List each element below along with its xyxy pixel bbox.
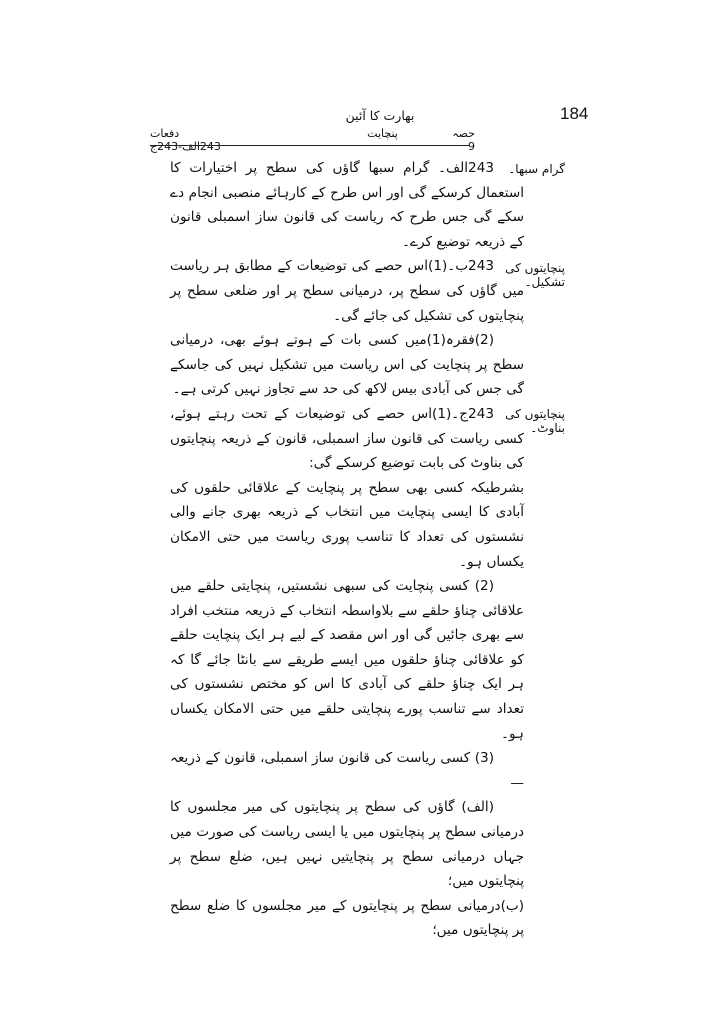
- margin-note-gram-sabha: گرام سبھا۔: [508, 162, 565, 176]
- articles-label: دفعات 243الف-243ج: [150, 127, 221, 153]
- chapter-label: پنچایت: [367, 127, 398, 140]
- part-label: حصہ 9: [452, 127, 475, 153]
- paragraph-243b-2: (2)فقرہ(1)میں کسی بات کے ہوتے ہوئے بھی، درمیانی سطح پر پنچایت کی اس ریاست میں تشکیل نہیں کی جاسکے گی جس کی آبادی بیس لاکھ کی حد سے تجاوز نہیں کرتی ہے۔: [170, 332, 524, 398]
- paragraph-243b-1: 243ب۔(1)اس حصے کی توضیعات کے مطابق ہر ریاست میں گاؤں کی سطح پر، درمیانی سطح پر اور ضلعی سطح پر پنچایتوں کی تشکیل کی جائے گی۔: [170, 258, 524, 324]
- paragraph-clause-b: (ب)درمیانی سطح پر پنچایتوں کے میر مجلسوں کا ضلع سطح پر پنچایتوں میں؛: [170, 897, 524, 939]
- margin-note-panchayat-composition: پنچایتوں کی بناوٹ۔: [505, 407, 565, 435]
- paragraph-243c-2: (2) کسی پنچایت کی سبھی نشستیں، پنچایتی حلقے میں علاقائی چناؤ حلقے سے بلاواسطہ انتخاب کے ذریعہ منتخب افراد سے بھری جائیں گی اور اس مقصد کے لیے ہر ایک پنچایت حلقے کو علاقائی چناؤ حلقوں میں ایسے طریقے سے بانٹا جائے گا کہ ہر ایک چناؤ حلقے کی آبادی کا اس کو مختص نشستوں کی تعداد سے تناسب پورے پنچایتی حلقے میں حتی الامکان یکساں ہو۔: [170, 578, 524, 742]
- article-body: [170, 156, 524, 943]
- header-divider: [150, 145, 470, 146]
- book-title: بھارت کا آئین: [345, 108, 415, 123]
- paragraph-proviso: بشرطیکہ کسی بھی سطح پر پنچایت کے علاقائی حلقوں کی آبادی کا ایسی پنچایت میں انتخاب کے ذریعہ بھری جانے والی نشستوں کی تعداد کا تناسب پوری ریاست میں حتی الامکان یکساں ہو۔: [170, 479, 524, 570]
- margin-note-panchayat-formation: پنچایتوں کی تشکیل۔: [505, 261, 565, 289]
- paragraph-243c-1: 243ج۔(1)اس حصے کی توضیعات کے تحت رہتے ہوئے، کسی ریاست کی قانون ساز اسمبلی، قانون کے ذریعہ پنچایتوں کی بناوٹ کی بابت توضیع کرسکے گی:: [170, 405, 524, 472]
- paragraph-243a: 243الف۔ گرام سبھا گاؤں کی سطح پر اختیارات کا استعمال کرسکے گی اور اس طرح کے کارہائے منصبی انجام دے سکے گی جس طرح کہ ریاست کی قانون ساز اسمبلی قانون کے ذریعہ توضیع کرے۔: [170, 160, 524, 250]
- paragraph-243c-3: (3) کسی ریاست کی قانون ساز اسمبلی، قانون کے ذریعہ —: [170, 750, 524, 791]
- paragraph-clause-a: (الف) گاؤں کی سطح پر پنچایتوں کی میر مجلسوں کا درمیانی سطح پر پنچایتوں میں یا ایسی ریاست کی صورت میں جہاں درمیانی سطح پر پنچایتیں نہیں ہیں، ضلع سطح پر پنچایتوں میں؛: [170, 799, 524, 890]
- page-number: 184: [560, 104, 589, 123]
